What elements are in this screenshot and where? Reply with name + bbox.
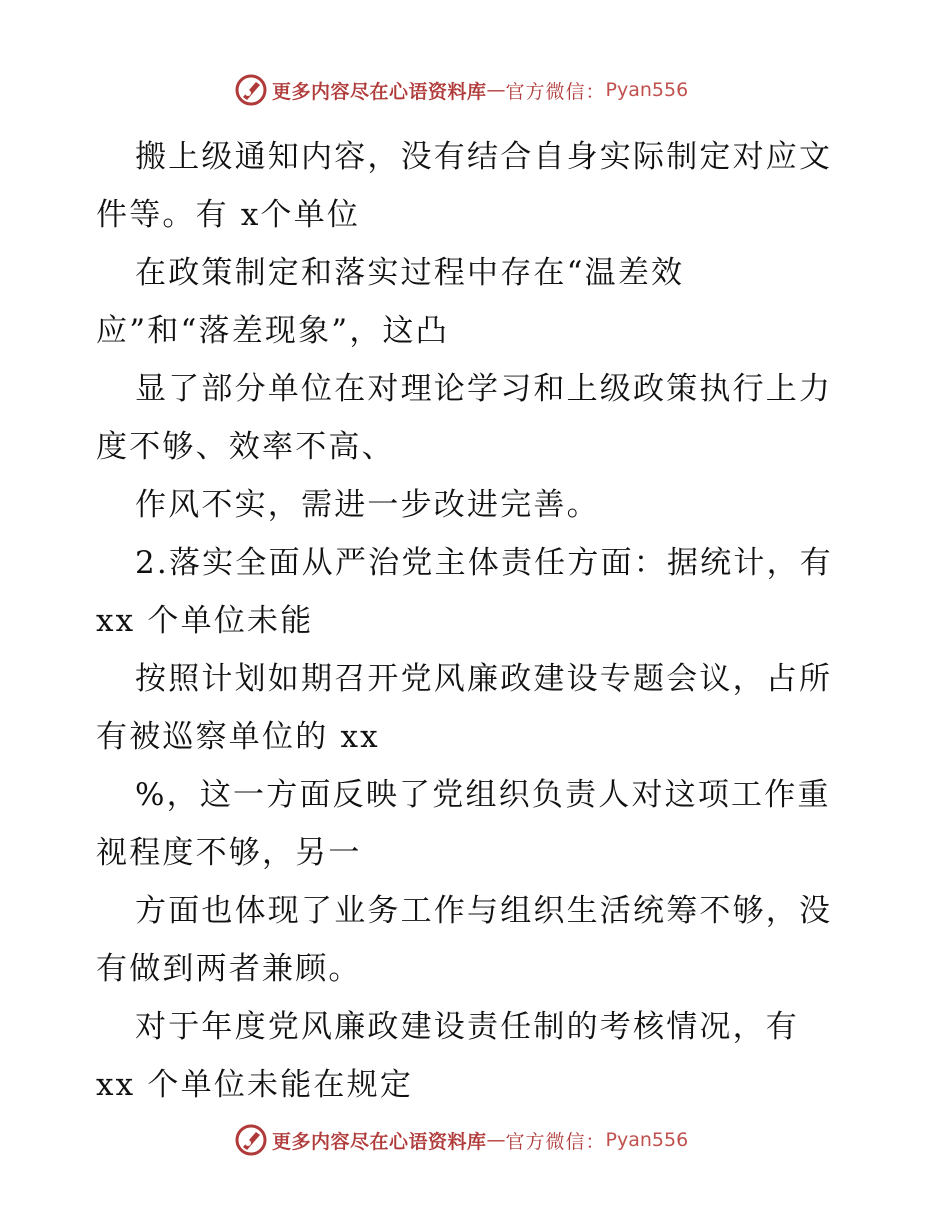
brand-logo-icon xyxy=(234,73,268,107)
text-line: 搬上级通知内容，没有结合自身实际制定对应文 xyxy=(135,139,833,175)
text-line: 有被巡察单位的 xx xyxy=(96,719,380,755)
banner-official-label: 官方微信： xyxy=(505,1130,606,1153)
text-line: 按照计划如期召开党风廉政建设专题会议，占所 xyxy=(135,661,833,697)
text-line: xx 个单位未能在规定 xyxy=(96,1067,414,1103)
text-line: 对于年度党风廉政建设责任制的考核情况，有 xyxy=(135,1009,799,1045)
banner-official-label: 官方微信： xyxy=(505,80,606,103)
header-banner xyxy=(234,70,688,110)
banner-wechat-id: Pyan556 xyxy=(605,1129,689,1151)
text-line: 作风不实，需进一步改进完善。 xyxy=(135,487,600,523)
banner-separator: — xyxy=(486,79,506,101)
text-line: 有做到两者兼顾。 xyxy=(96,951,362,987)
banner-brand-text: 更多内容尽在心语资料库 xyxy=(272,80,487,103)
text-line: 在政策制定和落实过程中存在“温差效 xyxy=(135,255,685,291)
text-line: %，这一方面反映了党组织负责人对这项工作重 xyxy=(135,777,831,813)
brand-logo-icon xyxy=(234,1123,268,1157)
footer-banner xyxy=(234,1120,688,1160)
text-line: 度不够、效率不高、 xyxy=(96,429,395,465)
text-line: 应”和“落差现象”，这凸 xyxy=(96,313,449,349)
text-line: 方面也体现了业务工作与组织生活统筹不够，没 xyxy=(135,893,833,929)
text-line: 视程度不够，另一 xyxy=(96,835,362,871)
text-line: 件等。有 x个单位 xyxy=(96,197,361,233)
banner-wechat-id: Pyan556 xyxy=(605,79,689,101)
text-line: 2.落实全面从严治党主体责任方面：据统计，有 xyxy=(135,545,833,581)
banner-separator: — xyxy=(486,1129,506,1151)
document-body xyxy=(96,128,866,1114)
banner-brand-text: 更多内容尽在心语资料库 xyxy=(272,1130,487,1153)
text-line: xx 个单位未能 xyxy=(96,603,314,639)
text-line: 显了部分单位在对理论学习和上级政策执行上力 xyxy=(135,371,833,407)
